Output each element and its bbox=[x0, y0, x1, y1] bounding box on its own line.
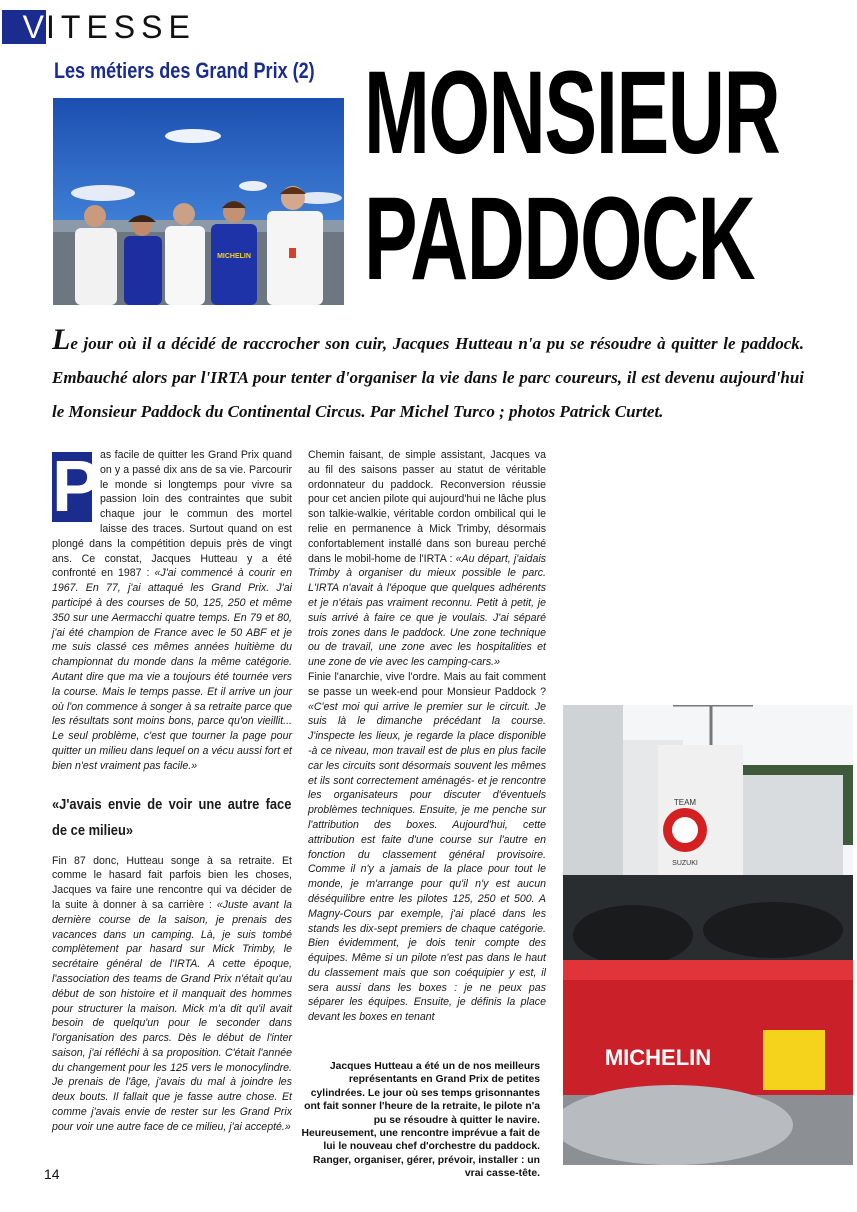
paragraph-career-quote: «Au départ, j'aidais Trimby à organiser du mieux possible le parc. L'IRTA n'avait à l'époque que quelques adhérents et je n'étais pas vraiment reconnu. Petit à petit, je suis arrivé à faire ce que je voulais. J'ai séparé trois zones dans le paddock. Une zone technique ou de travail, une zone avec les hospitalities et une zone de vie avec les camping-cars.» bbox=[308, 552, 546, 669]
paragraph-meeting-text: Fin 87 donc, Hutteau songe à sa retraite. Et comme le hasard fait parfois bien les choses, Jacques va faire une rencontre qui va décider de la suite à donner à sa carrière : bbox=[52, 854, 292, 911]
paragraph-intro-quote: «J'ai commencé à courir en 1967. En 77, j'ai attaqué les Grand Prix. J'ai participé à des courses de 50, 125, 250 et même 350 sur une Aermacchi quatre temps. En 79 et 80, j'ai été champion de France avec le 50 ABF et je me suis classé ces mêmes années huitième du championnat du monde dans la même catégorie. Autant dire que ma vie a toujours été tournée vers la course. Mais le temps passe. Et il arrive un jour où l'on commence à songer à sa retraite parce que les résultats sont moins bons, parce qu'on vieillit... Le seul problème, c'est que tourner la page pour quitter un milieu dans lequel on a vécu aussi fort et bien n'est vraiment pas facile.» bbox=[52, 567, 292, 772]
lede-initial: L bbox=[52, 323, 71, 356]
brand-text: SUZUKI bbox=[672, 860, 698, 867]
section-initial: V bbox=[22, 8, 46, 45]
paragraph-meeting-quote: «Juste avant la dernière course de la saison, je prenais des vacances dans un camping. Là, je suis tombé complètement par hasard sur Mick Trimby, le secrétaire général de l'IRTA. A cette époque, l'association des teams de Grand Prix n'était qu'au début de son histoire et il manquait des hommes pour structurer la maison. Mick m'a dit qu'il avait besoin de quelqu'un pour le seconder dans l'organisation des parcs. Dès le début de l'inter saison, j'ai réfléchi à sa proposition. C'était l'année du changement pour les 125 vers le monocylindre. Je prenais de l'âge, j'avais du mal à joindre les deux bouts. Il fallait que je fasse autre chose. Et comme j'avais envie de rester sur les Grand Prix pour voir une autre face de ce milieu, j'ai accepté.» bbox=[52, 898, 292, 1133]
section-color-block bbox=[2, 10, 46, 44]
team-text: TEAM bbox=[673, 798, 697, 807]
article-title bbox=[364, 47, 809, 305]
article-subheading: «J'avais envie de voir une autre face de ce milieu» bbox=[52, 795, 292, 839]
drop-cap: P bbox=[52, 447, 101, 527]
paragraph-weekend-quote: «C'est moi qui arrive le premier sur le circuit. Je suis là le dimanche précédant la course. J'inspecte les lieux, je regarde la place disponible -à ce niveau, mon travail est de plus en plus facile car les circuits sont désormais souvent les mêmes et ils sont correctement aménagés- et je rencontre les organisateurs pour discuter d'éventuels problèmes techniques. Ensuite, je me penche sur l'attribution des boxes. Aujourd'hui, cette attribution est faite d'une course sur l'autre en fonction du classement général provisoire. Comme il n'y a jamais de la place pour tout le monde, je m'arrange pour qu'il n'y est aucun déséquilibre entre les pilotes 125, 250 et 500. A Magny-Cours par exemple, j'ai placé dans les stands les dix-sept premiers de chaque catégorie. Bien évidemment, je dois tenir compte des équipes. Même si un pilote n'est pas dans le haut du classement mais que son coéquipier y est, il sera aussi dans les boxes : je ne peux pas séparer les équipes. Ensuite, je définis la place devant les boxes en tenant bbox=[308, 700, 546, 1024]
lede-text: e jour où il a décidé de raccrocher son cuir, Jacques Hutteau n'a pu se résoudre à quitter le paddock. Embauché alors par l'IRTA pour tenter d'organiser la vie dans le parc coureurs, il est devenu aujourd'hui le Monsieur Paddock du Continental Circus. Par Michel Turco ; photos Patrick Curtet. bbox=[52, 334, 804, 421]
paddock-photo bbox=[563, 705, 853, 1165]
paragraph-intro-text: as facile de quitter les Grand Prix quand on y a passé dix ans de sa vie. Parcourir le monde si longtemps pour vivre sa passion loin des contraintes que subit chaque jour le commun des mortel laisse des traces. Surtout quand on est plongé dans la compétition depuis près de vingt ans. Ce constat, Jacques Hutteau y a été confronté en 1987 : bbox=[52, 449, 292, 580]
article-title-line-2: PADDOCK bbox=[364, 173, 755, 305]
article-lede bbox=[52, 323, 804, 429]
series-title: Les métiers des Grand Prix (2) bbox=[54, 58, 315, 83]
photo-caption: Jacques Hutteau a été un de nos meilleurs représentants en Grand Prix de petites cylindrées. Le jour où ses temps grisonnantes ont fait sonner l'heure de la retraite, le pilote n'a pu se résoudre à quitter le navire. Heureusement, une rencontre imprévue a fait de lui le nouveau chef d'orchestre du paddock. Ranger, organiser, gérer, prévoir, installer : un vrai casse-tête. bbox=[301, 1061, 540, 1180]
section-header bbox=[2, 10, 196, 44]
page-number: 14 bbox=[44, 1166, 60, 1182]
article-column-2 bbox=[308, 448, 546, 1025]
trailer-brand-text: MICHELIN bbox=[604, 1045, 712, 1070]
paddock-photo-illustration bbox=[563, 705, 853, 1165]
article-title-line-1: MONSIEUR bbox=[364, 47, 780, 179]
paragraph-weekend-text: Finie l'anarchie, vive l'ordre. Mais au fait comment se passe un week-end pour Monsieur Paddock ? bbox=[308, 670, 546, 698]
article-column-1 bbox=[52, 448, 292, 1135]
paragraph-career bbox=[308, 448, 546, 670]
team-photo bbox=[53, 98, 344, 305]
paragraph-career-text: Chemin faisant, de simple assistant, Jacques va au fil des saisons passer au statut de véritable ordonnateur du paddock. Reconversion réussie pour cet ancien pilote qui aujourd'hui ne lâche plus son talkie-walkie, véritable cordon ombilical qui le relie en permanence à Mick Trimby, désormais confortablement installé dans son bureau perché dans le mobil-home de l'IRTA : bbox=[308, 449, 546, 565]
section-name: ITESSE bbox=[46, 8, 196, 45]
paragraph-meeting bbox=[52, 854, 292, 1135]
shirt-logo-text: MICHELIN bbox=[217, 253, 251, 260]
paragraph-weekend bbox=[308, 670, 546, 1025]
team-photo-illustration bbox=[53, 98, 344, 305]
